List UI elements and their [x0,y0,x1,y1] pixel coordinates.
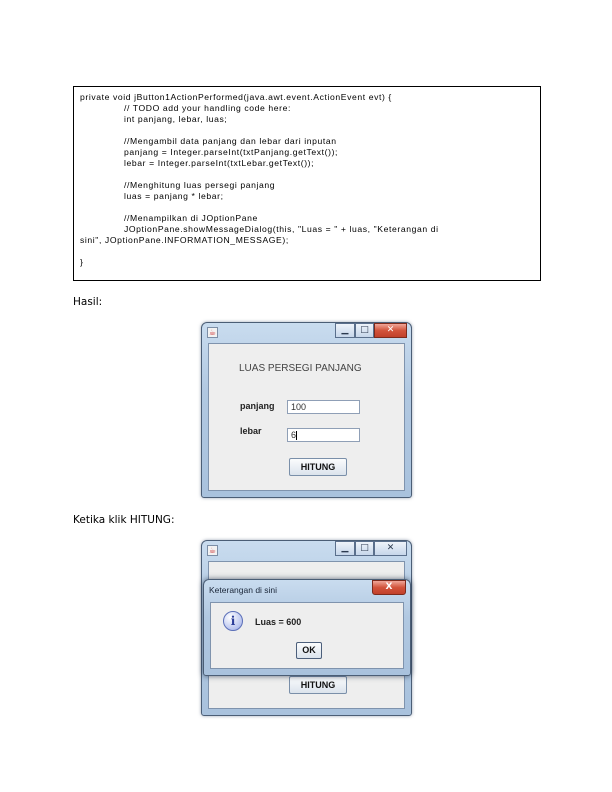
java-app-icon: ☕ [208,546,217,555]
caption-hasil: Hasil: [73,296,103,308]
code-line: private void jButton1ActionPerformed(java.awt.event.ActionEvent evt) { [80,92,392,102]
code-line: lebar = Integer.parseInt(txtLebar.getText()); [124,158,315,168]
lebar-input-value: 6 [291,430,297,440]
code-line: //Mengambil data panjang dan lebar dari inputan [124,136,337,146]
minimize-icon: ▁ [341,543,349,553]
dialog-message: Luas = 600 [255,617,302,627]
panjang-label: panjang [240,401,275,411]
code-line: //Menampilkan di JOptionPane [124,213,258,223]
message-dialog [203,579,411,676]
code-line: // TODO add your handling code here: [124,103,291,113]
close-button[interactable] [374,323,407,338]
page-title: LUAS PERSEGI PANJANG [239,363,362,374]
code-line: sini", JOptionPane.INFORMATION_MESSAGE); [80,235,289,245]
dialog-close-button[interactable] [372,580,406,595]
window-content [208,343,405,491]
app-window [201,322,412,498]
dialog-title: Keterangan di sini [209,585,278,595]
close-icon: ✕ [386,543,395,553]
minimize-icon: ▁ [341,325,349,335]
java-app-icon: ☕ [208,328,217,337]
close-icon: ✕ [386,325,395,335]
dialog-content [210,602,404,669]
close-button[interactable] [374,541,407,556]
code-line: JOptionPane.showMessageDialog(this, "Luas = " + luas, "Keterangan di [124,224,439,234]
maximize-button[interactable] [355,323,374,338]
maximize-button[interactable] [355,541,374,556]
panjang-input[interactable]: 100 [287,400,360,414]
maximize-icon: □ [360,325,369,335]
hitung-button[interactable]: HITUNG [289,676,347,694]
minimize-button[interactable] [335,323,355,338]
text-cursor [296,431,297,440]
code-line: panjang = Integer.parseInt(txtPanjang.getText()); [124,147,339,157]
ok-button[interactable]: OK [296,642,322,659]
code-line: //Menghitung luas persegi panjang [124,180,276,190]
caption-ketika: Ketika klik HITUNG: [73,514,175,526]
lebar-label: lebar [240,426,262,436]
code-line: } [80,257,84,267]
lebar-input[interactable] [287,428,360,442]
code-line: luas = panjang * lebar; [124,191,224,201]
minimize-button[interactable] [335,541,355,556]
info-icon: i [223,611,243,631]
hitung-button[interactable]: HITUNG [289,458,347,476]
close-icon: X [385,582,393,592]
maximize-icon: □ [360,543,369,553]
code-listing [73,86,541,281]
code-line: int panjang, lebar, luas; [124,114,228,124]
